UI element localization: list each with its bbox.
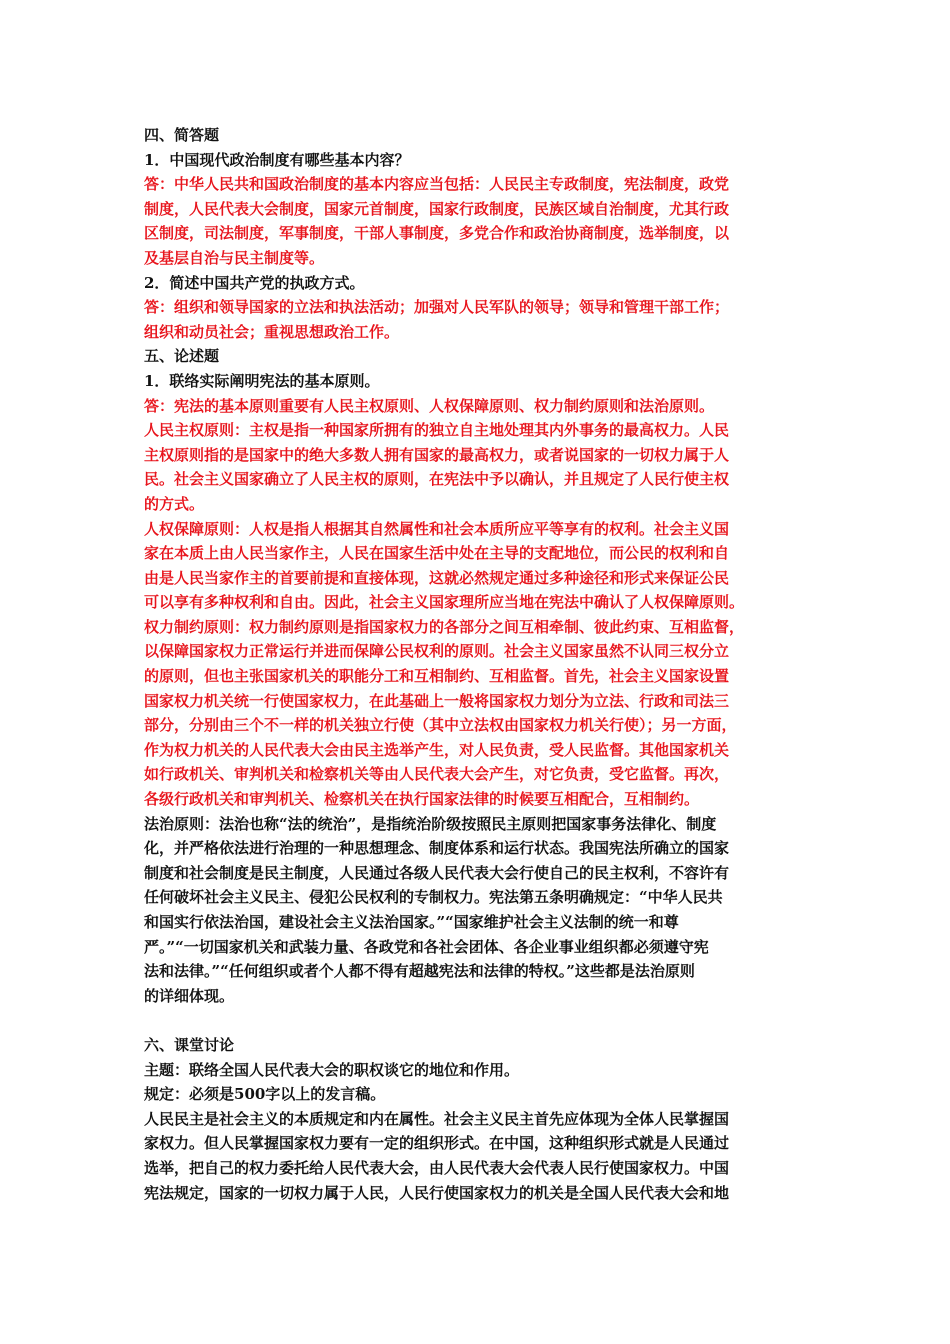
text-line: 五、论述题	[144, 347, 220, 366]
answer-line: 区制度，司法制度，军事制度，干部人事制度，多党合作和政治协商制度，选举制度，以	[144, 224, 730, 243]
text-line: 和国实行依法治国，建设社会主义法治国家。”“国家维护社会主义法制的统一和尊	[144, 913, 679, 931]
answer-line: 人民主权原则：主权是指一种国家所拥有的独立自主地处理其内外事务的最高权力。人民	[144, 421, 730, 440]
text-line: 六、课堂讨论	[144, 1035, 235, 1054]
text-line: 任何破坏社会主义民主、侵犯公民权利的专制权力。宪法第五条明确规定：“中华人民共	[144, 888, 723, 907]
answer-line: 民。社会主义国家确立了人民主权的原则，在宪法中予以确认，并且规定了人民行使主权	[144, 470, 730, 489]
answer-line: 由是人民当家作主的首要前提和直接体现，这就必然规定通过多种途径和形式来保证公民	[144, 568, 730, 587]
answer-line: 权力制约原则：权力制约原则是指国家权力的各部分之间互相牵制、彼此约束、互相监督，	[144, 617, 745, 636]
answer-line: 答：宪法的基本原则重要有人民主权原则、人权保障原则、权力制约原则和法治原则。	[144, 396, 715, 415]
text-line: 四、简答题	[144, 126, 220, 144]
answer-line: 国家权力机关统一行使国家权力，在此基础上一般将国家权力划分为立法、行政和司法三	[144, 691, 730, 710]
text-line: 规定：必须是500字以上的发言稿。	[144, 1085, 386, 1104]
text-line: 化，并严格依法进行治理的一种思想理念、制度体系和运行状态。我国宪法所确立的国家	[144, 839, 730, 858]
answer-line: 人权保障原则：人权是指人根据其自然属性和社会本质所应平等享有的权利。社会主义国	[144, 519, 730, 538]
answer-line: 家在本质上由人民当家作主，人民在国家生活中处在主导的支配地位，而公民的权利和自	[144, 544, 730, 563]
answer-line: 各级行政机关和审判机关、检察机关在执行国家法律的时候要互相配合，互相制约。	[144, 790, 700, 809]
text-line: 法治原则：法治也称“法的统治”，是指统治阶级按照民主原则把国家事务法律化、制度	[144, 814, 717, 833]
answer-line: 如行政机关、审判机关和检察机关等由人民代表大会产生，对它负责，受它监督。再次，	[144, 765, 730, 784]
answer-line: 制度，人民代表大会制度，国家元首制度，国家行政制度，民族区域自治制度，尤其行政	[144, 199, 730, 218]
document-body	[144, 123, 808, 1205]
answer-line: 的方式。	[144, 494, 205, 513]
blank-line	[144, 1008, 808, 1033]
answer-line: 作为权力机关的人民代表大会由民主选举产生，对人民负责，受人民监督。其他国家机关	[144, 740, 730, 759]
answer-line: 可以享有多种权利和自由。因此，社会主义国家理所应当地在宪法中确认了人权保障原则。	[144, 593, 745, 612]
text-line: 宪法规定，国家的一切权力属于人民，人民行使国家权力的机关是全国人民代表大会和地	[144, 1183, 730, 1202]
text-line: 1．联络实际阐明宪法的基本原则。	[144, 371, 380, 390]
answer-line: 答：中华人民共和国政治制度的基本内容应当包括：人民民主专政制度，宪法制度，政党	[144, 175, 730, 194]
text-line: 制度和社会制度是民主制度，人民通过各级人民代表大会行使自己的民主权利，不容许有	[144, 863, 730, 882]
text-line: 选举，把自己的权力委托给人民代表大会，由人民代表大会代表人民行使国家权力。中国	[144, 1158, 730, 1177]
text-line: 家权力。但人民掌握国家权力要有一定的组织形式。在中国，这种组织形式就是人民通过	[144, 1134, 730, 1153]
answer-line: 以保障国家权力正常运行并进而保障公民权利的原则。社会主义国家虽然不认同三权分立	[144, 642, 730, 661]
text-line: 严。”“一切国家机关和武装力量、各政党和各社会团体、各企业事业组织都必须遵守宪	[144, 937, 709, 956]
answer-line: 及基层自治与民主制度等。	[144, 248, 325, 267]
text-line: 法和法律。”“任何组织或者个人都不得有超越宪法和法律的特权。”这些都是法治原则	[144, 962, 695, 981]
text-line: 2．简述中国共产党的执政方式。	[144, 273, 365, 292]
answer-line: 组织和动员社会；重视思想政治工作。	[144, 322, 400, 341]
text-line: 的详细体现。	[144, 986, 235, 1005]
answer-line: 答：组织和领导国家的立法和执法活动；加强对人民军队的领导；领导和管理干部工作；	[144, 298, 730, 317]
text-line: 1．中国现代政治制度有哪些基本内容？	[144, 150, 410, 169]
text-line: 人民民主是社会主义的本质规定和内在属性。社会主义民主首先应体现为全体人民掌握国	[144, 1109, 730, 1128]
answer-line: 部分，分别由三个不一样的机关独立行使（其中立法权由国家权力机关行使）；另一方面，	[144, 716, 737, 735]
answer-line: 主权原则指的是国家中的绝大多数人拥有国家的最高权力，或者说国家的一切权力属于人	[144, 445, 730, 464]
text-line: 主题：联络全国人民代表大会的职权谈它的地位和作用。	[144, 1060, 520, 1079]
answer-line: 的原则，但也主张国家机关的职能分工和互相制约、互相监督。首先，社会主义国家设置	[144, 667, 730, 686]
